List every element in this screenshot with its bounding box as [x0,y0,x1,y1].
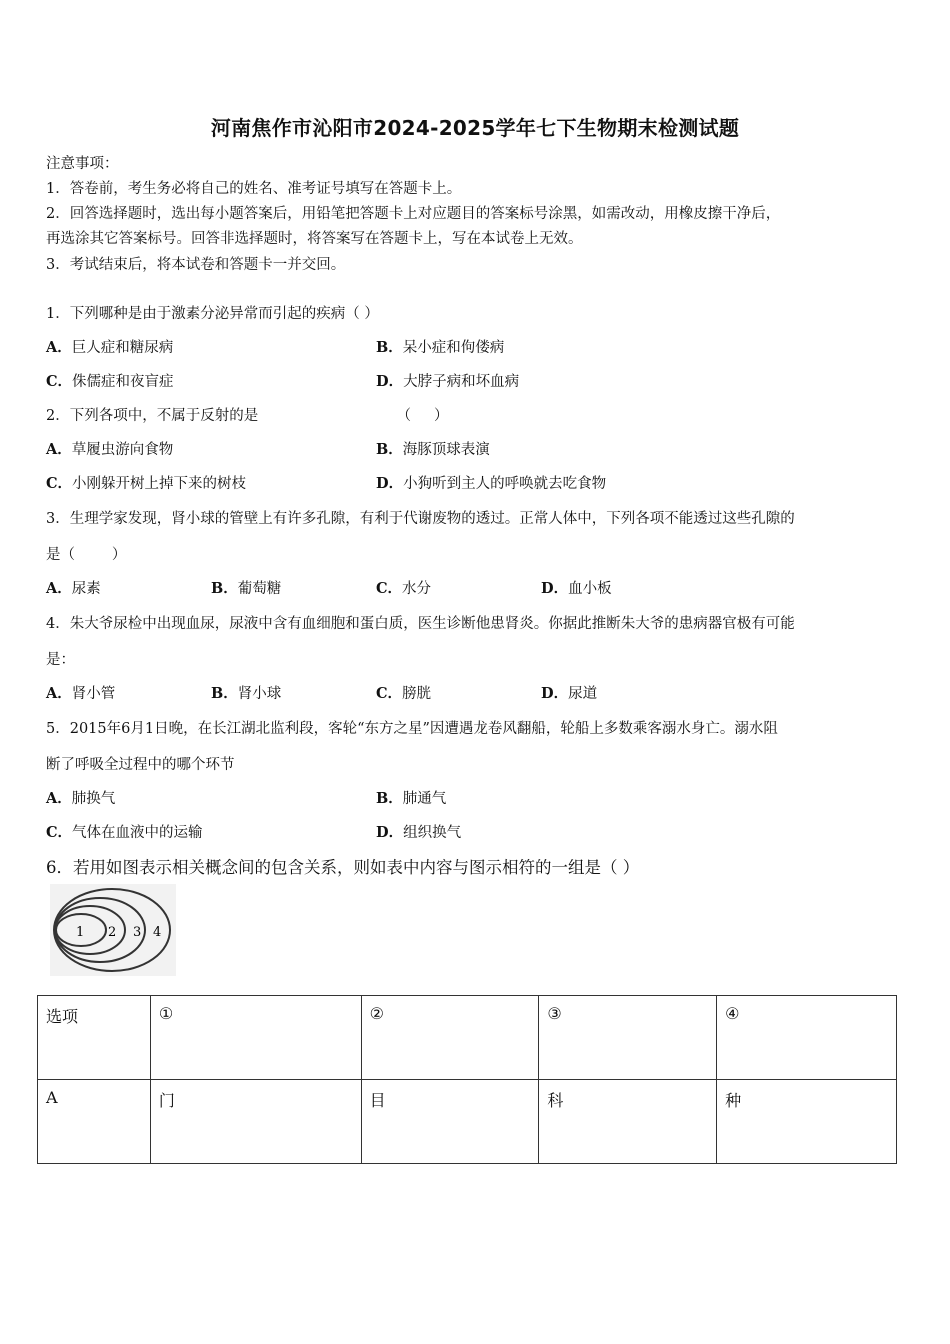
q5-option-a: A．肺换气 [46,790,116,807]
q1-option-b: B．呆小症和佝偻病 [376,339,505,356]
oval-label-2: 2 [108,925,117,940]
notice-heading: 注意事项： [46,156,119,172]
notice-line: 再选涂其它答案标号。回答非选择题时，将答案写在答题卡上，写在本试卷上无效。 [46,231,583,247]
notice-line: 2．回答选择题时，选出每小题答案后，用铅笔把答题卡上对应题目的答案标号涂黑，如需改动，用橡皮擦干净后， [46,206,781,222]
oval-label-3: 3 [133,925,142,940]
q5-option-c: C．气体在血液中的运输 [46,824,203,841]
table-cell: 科 [539,1080,717,1164]
q4-option-c: C．膀胱 [376,685,432,702]
q1-option-a: A．巨人症和糖尿病 [46,339,174,356]
question-4-stem: 4．朱大爷尿检中出现血尿，尿液中含有血细胞和蛋白质，医生诊断他患肾炎。你据此推断朱大爷的患病器官极有可能 [46,616,795,632]
table-header-cell: ④ [717,996,897,1080]
q4-option-a: A．肾小管 [46,685,116,702]
table-cell: 门 [150,1080,361,1164]
q4-option-b: B．肾小球 [211,685,282,702]
table-header-cell: ② [361,996,539,1080]
table-row [38,1080,897,1164]
table-header-cell: ③ [539,996,717,1080]
table-cell: 目 [361,1080,539,1164]
q3-option-a: A．尿素 [46,580,101,597]
table-cell: A [38,1080,151,1164]
notice-line: 3．考试结束后，将本试卷和答题卡一并交回。 [46,257,346,273]
q1-option-d: D．大脖子病和坏血病 [376,373,520,390]
question-5-stem: 5．2015年6月1日晚，在长江湖北监利段，客轮“东方之星”因遭遇龙卷风翻船，轮船上多数乘客溺水身亡。溺水阻 [46,721,778,737]
q3-option-b: B．葡萄糖 [211,580,282,597]
table-cell: 种 [717,1080,897,1164]
q2-option-b: B．海豚顶球表演 [376,441,490,458]
q2-option-c: C．小刚躲开树上掉下来的树枝 [46,475,247,492]
oval-label-1: 1 [76,925,85,940]
notice-line: 1．答卷前，考生务必将自己的姓名、准考证号填写在答题卡上。 [46,181,462,197]
question-3-stem: 3．生理学家发现，肾小球的管壁上有许多孔隙，有利于代谢废物的透过。正常人体中，下列各项不能透过这些孔隙的 [46,511,795,527]
q3-option-d: D．血小板 [541,580,612,597]
q5-option-d: D．组织换气 [376,824,462,841]
table-header-cell: 选项 [38,996,151,1080]
q5-option-b: B．肺通气 [376,790,447,807]
question-6-stem: 6．若用如图表示相关概念间的包含关系，则如表中内容与图示相符的一组是（ ） [46,858,640,877]
answer-table [37,995,897,1164]
question-5-stem-cont: 断了呼吸全过程中的哪个环节 [46,757,235,773]
q2-option-d: D．小狗听到主人的呼唤就去吃食物 [376,475,607,492]
table-header-cell: ① [150,996,361,1080]
question-3-stem-cont: 是（ ） [46,547,127,563]
table-header-row [38,996,897,1080]
question-1-stem: 1．下列哪种是由于激素分泌异常而引起的疾病（ ） [46,306,379,322]
question-4-stem-cont: 是： [46,652,75,668]
q3-option-c: C．水分 [376,580,432,597]
page-title: 河南焦作市沁阳市2024-2025学年七下生物期末检测试题 [210,116,740,140]
question-2-stem: 2．下列各项中，不属于反射的是 （ ） [46,408,449,424]
oval-label-4: 4 [153,925,162,940]
nested-ovals-figure [50,884,176,976]
q4-option-d: D．尿道 [541,685,598,702]
q1-option-c: C．侏儒症和夜盲症 [46,373,174,390]
q2-option-a: A．草履虫游向食物 [46,441,174,458]
